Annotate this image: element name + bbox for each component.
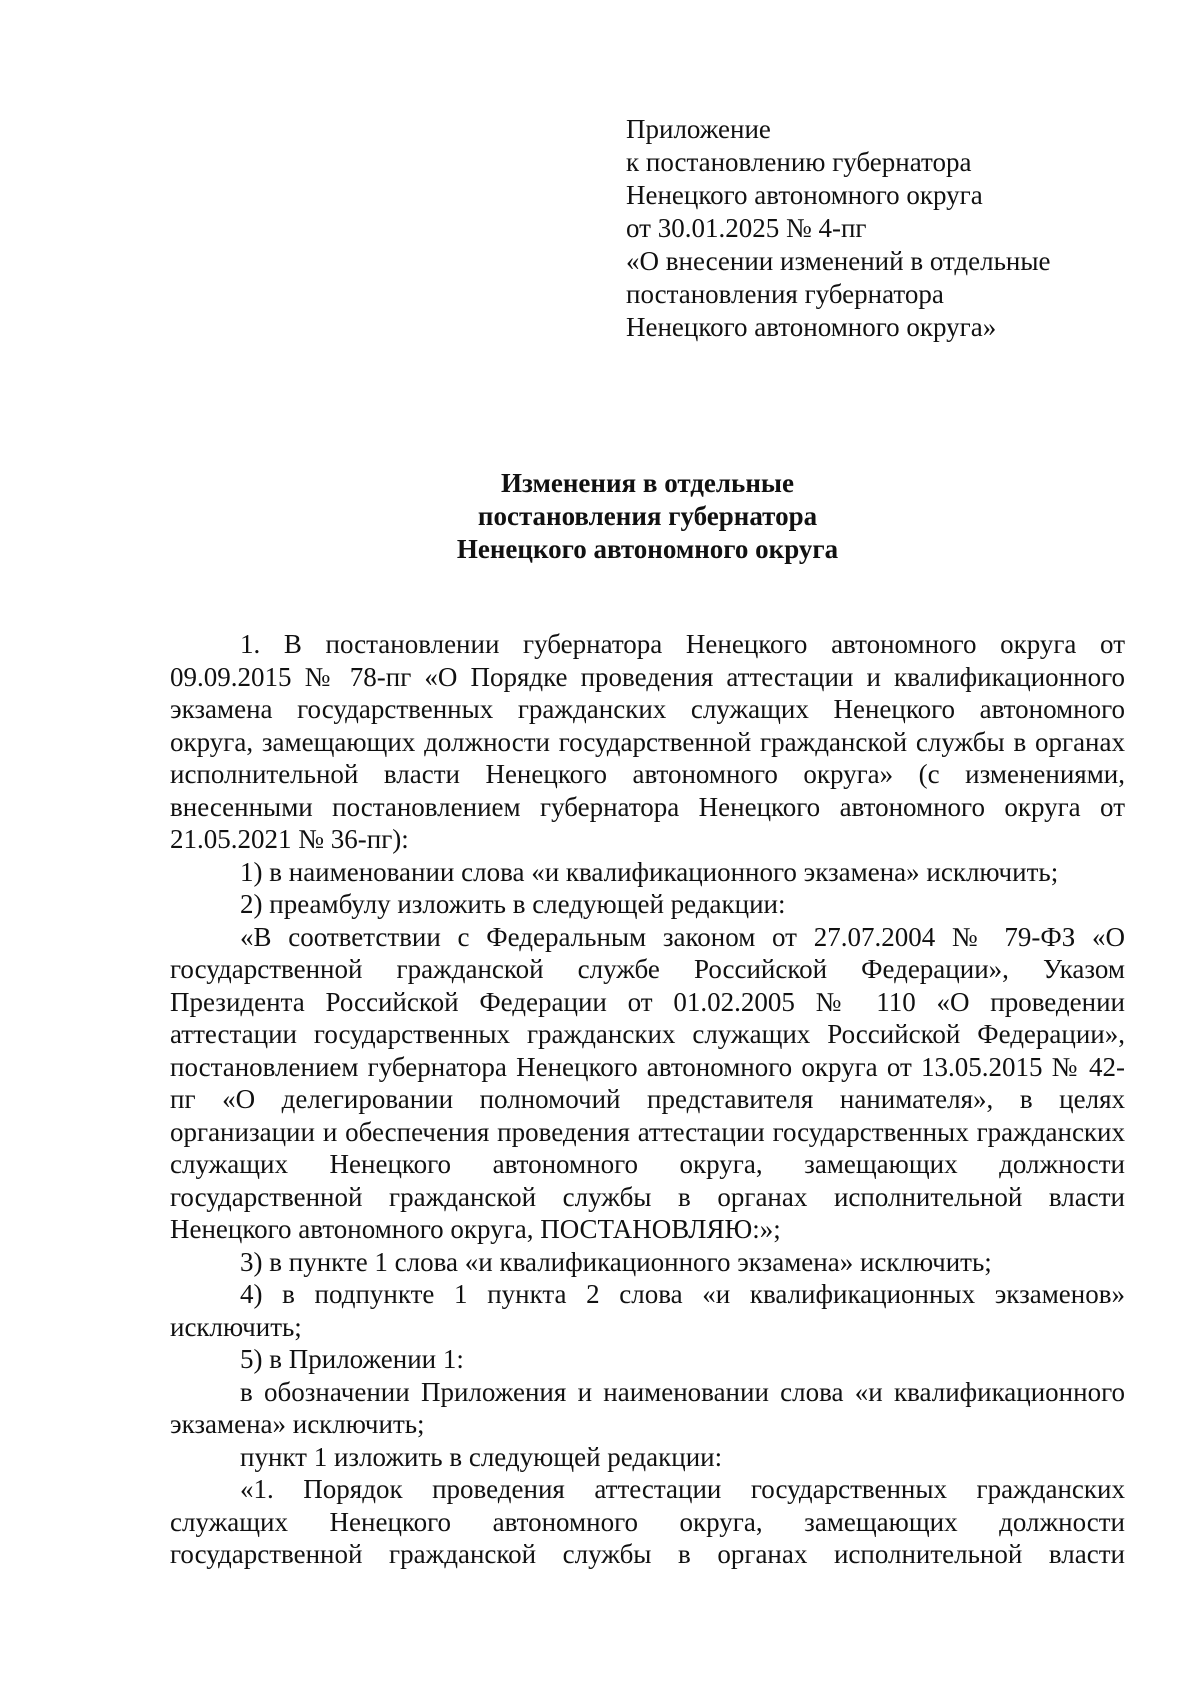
title-line: Изменения в отдельные xyxy=(501,468,794,498)
paragraph-item-4: 4) в подпункте 1 пункта 2 слова «и квалификационных экзаменов» исключить; xyxy=(170,1279,1125,1342)
paragraph-1: 1. В постановлении губернатора Ненецкого автономного округа от 09.09.2015 № 78-пг «О Порядке проведения аттестации и квалификационного экзамена государственных гражданских служащих Ненецкого автономного округа, замещающих должности государственной гражданской службы в органах исполнительной власти Ненецкого автономного округа» (с изменениями, внесенными постановлением губернатора Ненецкого автономного округа от 21.05.2021 № 36-пг): xyxy=(170,629,1125,854)
appendix-line: Приложение xyxy=(626,114,771,144)
document-title xyxy=(170,467,1125,566)
title-line: постановления губернатора xyxy=(477,501,818,531)
appendix-line: «О внесении изменений в отдельные xyxy=(626,246,1051,276)
appendix-line: постановления губернатора xyxy=(626,279,944,309)
paragraph-item-1: 1) в наименовании слова «и квалификационного экзамена» исключить; xyxy=(240,856,1059,887)
document-body xyxy=(170,628,1125,1571)
paragraph-point-1-text: «1. Порядок проведения аттестации государственных гражданских служащих Ненецкого автономного округа, замещающих должности государственной гражданской службы в органах исполнительной власти xyxy=(170,1474,1125,1569)
paragraph-designation: в обозначении Приложения и наименовании слова «и квалификационного экзамена» исключить; xyxy=(170,1376,1125,1439)
appendix-reference xyxy=(626,113,1126,344)
paragraph-item-3: 3) в пункте 1 слова «и квалификационного экзамена» исключить; xyxy=(240,1246,992,1277)
paragraph-point-1-intro: пункт 1 изложить в следующей редакции: xyxy=(240,1441,723,1472)
appendix-line: от 30.01.2025 № 4-пг xyxy=(626,213,867,243)
appendix-line: Ненецкого автономного округа xyxy=(626,180,983,210)
appendix-line: Ненецкого автономного округа» xyxy=(626,312,997,342)
paragraph-preamble: «В соответствии с Федеральным законом от 27.07.2004 № 79-ФЗ «О государственной гражданской службе Российской Федерации», Указом Президента Российской Федерации от 01.02.2005 № 110 «О проведении аттестации государственных гражданских служащих Российской Федерации», постановлением губернатора Ненецкого автономного округа от 13.05.2015 № 42-пг «О делегировании полномочий представителя нанимателя», в целях организации и обеспечения проведения аттестации государственных гражданских служащих Ненецкого автономного округа, замещающих должности государственной гражданской службы в органах исполнительной власти Ненецкого автономного округа, ПОСТАНОВЛЯЮ:»; xyxy=(170,921,1125,1244)
appendix-line: к постановлению губернатора xyxy=(626,147,972,177)
paragraph-item-2: 2) преамбулу изложить в следующей редакции: xyxy=(240,889,786,919)
title-line: Ненецкого автономного округа xyxy=(456,534,839,564)
paragraph-item-5: 5) в Приложении 1: xyxy=(240,1344,464,1374)
